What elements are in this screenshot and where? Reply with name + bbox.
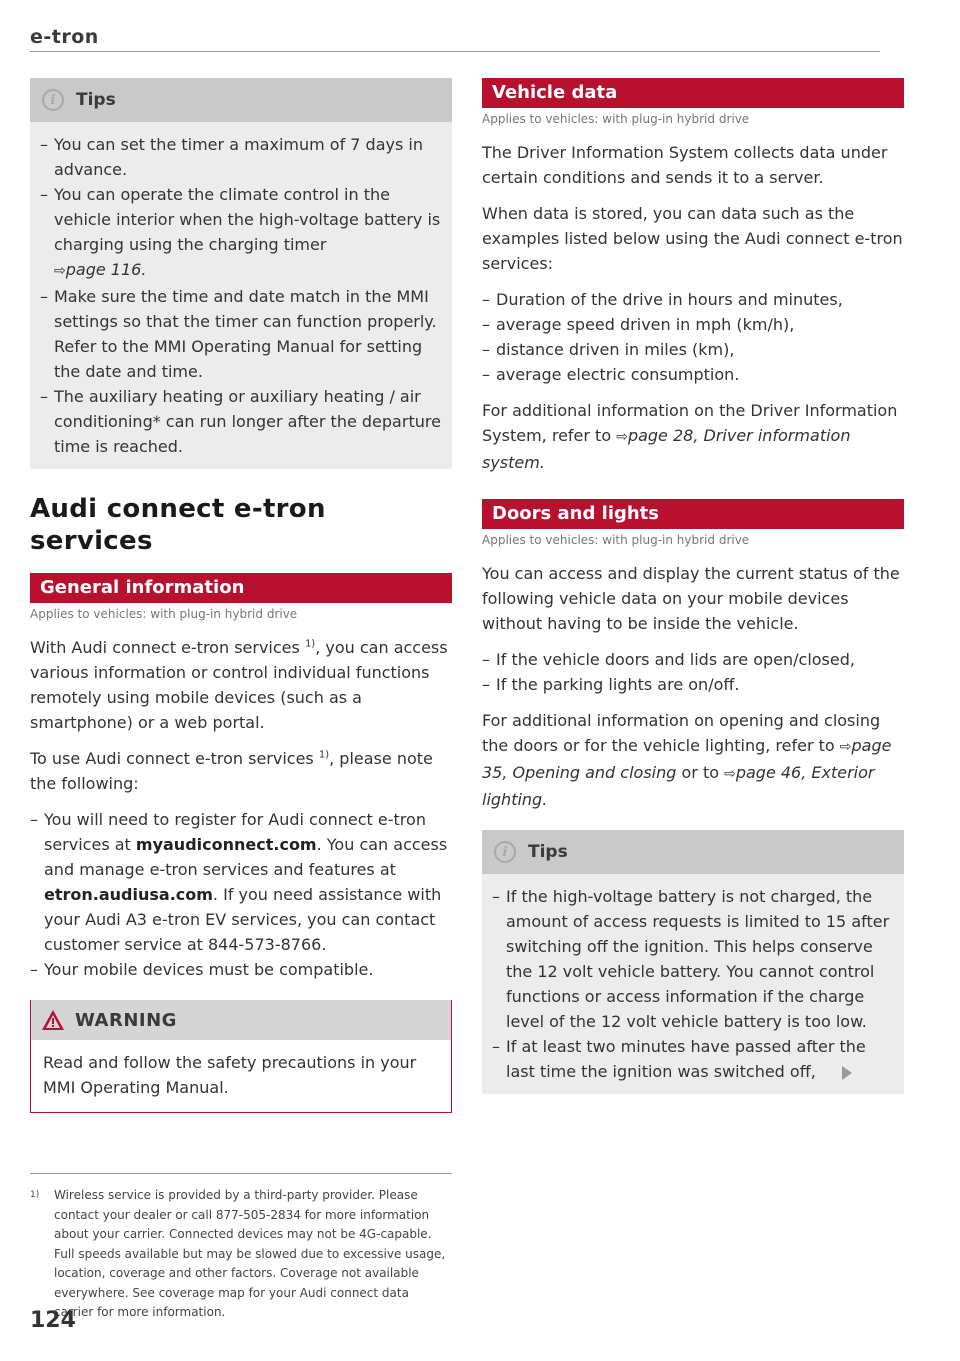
page-reference[interactable]: ⇨page 35, Opening and closing: [482, 736, 892, 782]
tips-header: [482, 830, 904, 874]
arrow-right-icon: ⇨: [839, 739, 852, 755]
applies-note: Applies to vehicles: with plug-in hybrid drive: [482, 533, 750, 547]
warning-label: WARNING: [75, 1009, 177, 1031]
warning-header: [31, 1000, 451, 1040]
tips-label: Tips: [76, 90, 116, 110]
tip-item: – You can set the timer a maximum of 7 days in advance.: [40, 132, 442, 182]
tip-item: – The auxiliary heating or auxiliary heating / air conditioning* can run longer after the departure time is reached.: [40, 384, 442, 459]
tips-list: [40, 132, 442, 459]
paragraph: When data is stored, you can data such as the examples listed below using the Audi connect e-tron services:: [482, 204, 903, 273]
arrow-right-icon: ⇨: [54, 263, 66, 279]
warning-box: [30, 1000, 452, 1113]
running-header: e-tron: [30, 26, 99, 48]
tips-list: [492, 884, 894, 1084]
list-item: – Duration of the drive in hours and minutes,: [482, 287, 904, 312]
vehicle-data-list: [482, 287, 904, 387]
paragraph: For additional information on opening and closing the doors or for the vehicle lighting, refer to ⇨page 35, Opening and closing or to ⇨page 46, Exterior lighting.: [482, 711, 892, 809]
header-rule: [30, 51, 880, 52]
info-icon: i: [494, 841, 516, 863]
applies-note: Applies to vehicles: with plug-in hybrid drive: [482, 112, 750, 126]
list-item: – average electric consumption.: [482, 362, 904, 387]
page-reference[interactable]: ⇨page 28, Driver information system.: [482, 426, 851, 472]
link-myaudiconnect[interactable]: myaudiconnect.com: [135, 835, 317, 854]
tip-item: – If the high-voltage battery is not charged, the amount of access requests is limited to 15 after switching off the ignition. This helps conserve the 12 volt vehicle battery. You cannot control functions or access information if the charge level of the 12 volt vehicle battery is too low.: [492, 884, 894, 1034]
list-item: – You will need to register for Audi connect e-tron services at myaudiconnect.com. You can access and manage e-tron services and features at etron.audiusa.com. If you need assistance with your Audi A3 e-tron EV services, you can contact customer service at 844-573-8766.: [30, 807, 452, 957]
list-item: – average speed driven in mph (km/h),: [482, 312, 904, 337]
page-number: 124: [30, 1308, 76, 1333]
subsection-title: General information: [30, 573, 452, 603]
right-column: [482, 78, 904, 1094]
list-item: – Your mobile devices must be compatible.: [30, 957, 452, 982]
list-item: – If the vehicle doors and lids are open/closed,: [482, 647, 904, 672]
tips-label: Tips: [528, 842, 568, 862]
requirements-list: [30, 807, 452, 982]
tips-box: [482, 830, 904, 1094]
footnote-mark: 1): [304, 638, 316, 650]
page-reference[interactable]: ⇨page 116.: [54, 260, 147, 279]
footnote-rule: [30, 1173, 452, 1174]
link-etron-audiusa[interactable]: etron.audiusa.com: [44, 885, 213, 904]
info-icon: i: [42, 89, 64, 111]
paragraph: To use Audi connect e-tron services $^{1)}$, please note the following:: [30, 749, 433, 793]
section-heading-doors-lights: Doors and lights: [482, 499, 904, 529]
section-heading-vehicle-data: Vehicle data: [482, 78, 904, 108]
tips-header: [30, 78, 452, 122]
page-reference[interactable]: ⇨page 46, Exterior lighting.: [482, 763, 875, 809]
arrow-right-icon: ⇨: [616, 429, 628, 445]
arrow-right-icon: ⇨: [724, 766, 736, 782]
warning-text: Read and follow the safety precautions in your MMI Operating Manual.: [43, 1053, 417, 1097]
paragraph: With Audi connect e-tron services $^{1)}$, you can access various information or control individual functions remotely using mobile devices (such as a smartphone) or a web portal.: [30, 638, 448, 732]
warning-triangle-icon: [41, 1009, 65, 1031]
list-item: – distance driven in miles (km),: [482, 337, 904, 362]
paragraph: The Driver Information System collects data under certain conditions and sends it to a server.: [482, 143, 888, 187]
applies-note: Applies to vehicles: with plug-in hybrid drive: [30, 607, 298, 621]
left-column: [30, 78, 452, 1323]
footnote: 1) Wireless service is provided by a third-party provider. Please contact your dealer or call 877-505-2834 for more information about your carrier. Connected devices may not be 4G-capable. Full speeds available but may be slowed due to excessive usage, location, coverage and other factors. Coverage not available everywhere. See coverage map for your Audi connect data carrier for more information.: [30, 1188, 446, 1319]
footnote-mark: 1): [318, 749, 330, 761]
paragraph: You can access and display the current status of the following vehicle data on your mobile devices without having to be inside the vehicle.: [482, 564, 900, 633]
doors-lights-list: [482, 647, 904, 697]
list-item: – If the parking lights are on/off.: [482, 672, 904, 697]
tip-item: – If at least two minutes have passed after the last time the ignition was switched off,: [492, 1034, 894, 1084]
tips-box: [30, 78, 452, 469]
tip-item: – Make sure the time and date match in the MMI settings so that the timer can function properly. Refer to the MMI Operating Manual for setting the date and time.: [40, 284, 442, 384]
tip-item: – You can operate the climate control in the vehicle interior when the high-voltage battery is charging using the charging timer ⇨page 116.: [40, 182, 442, 284]
section-title: Audi connect e-tron services: [30, 494, 326, 556]
continued-arrow-icon: [842, 1066, 852, 1080]
paragraph: For additional information on the Driver Information System, refer to ⇨page 28, Driver information system.: [482, 401, 898, 472]
